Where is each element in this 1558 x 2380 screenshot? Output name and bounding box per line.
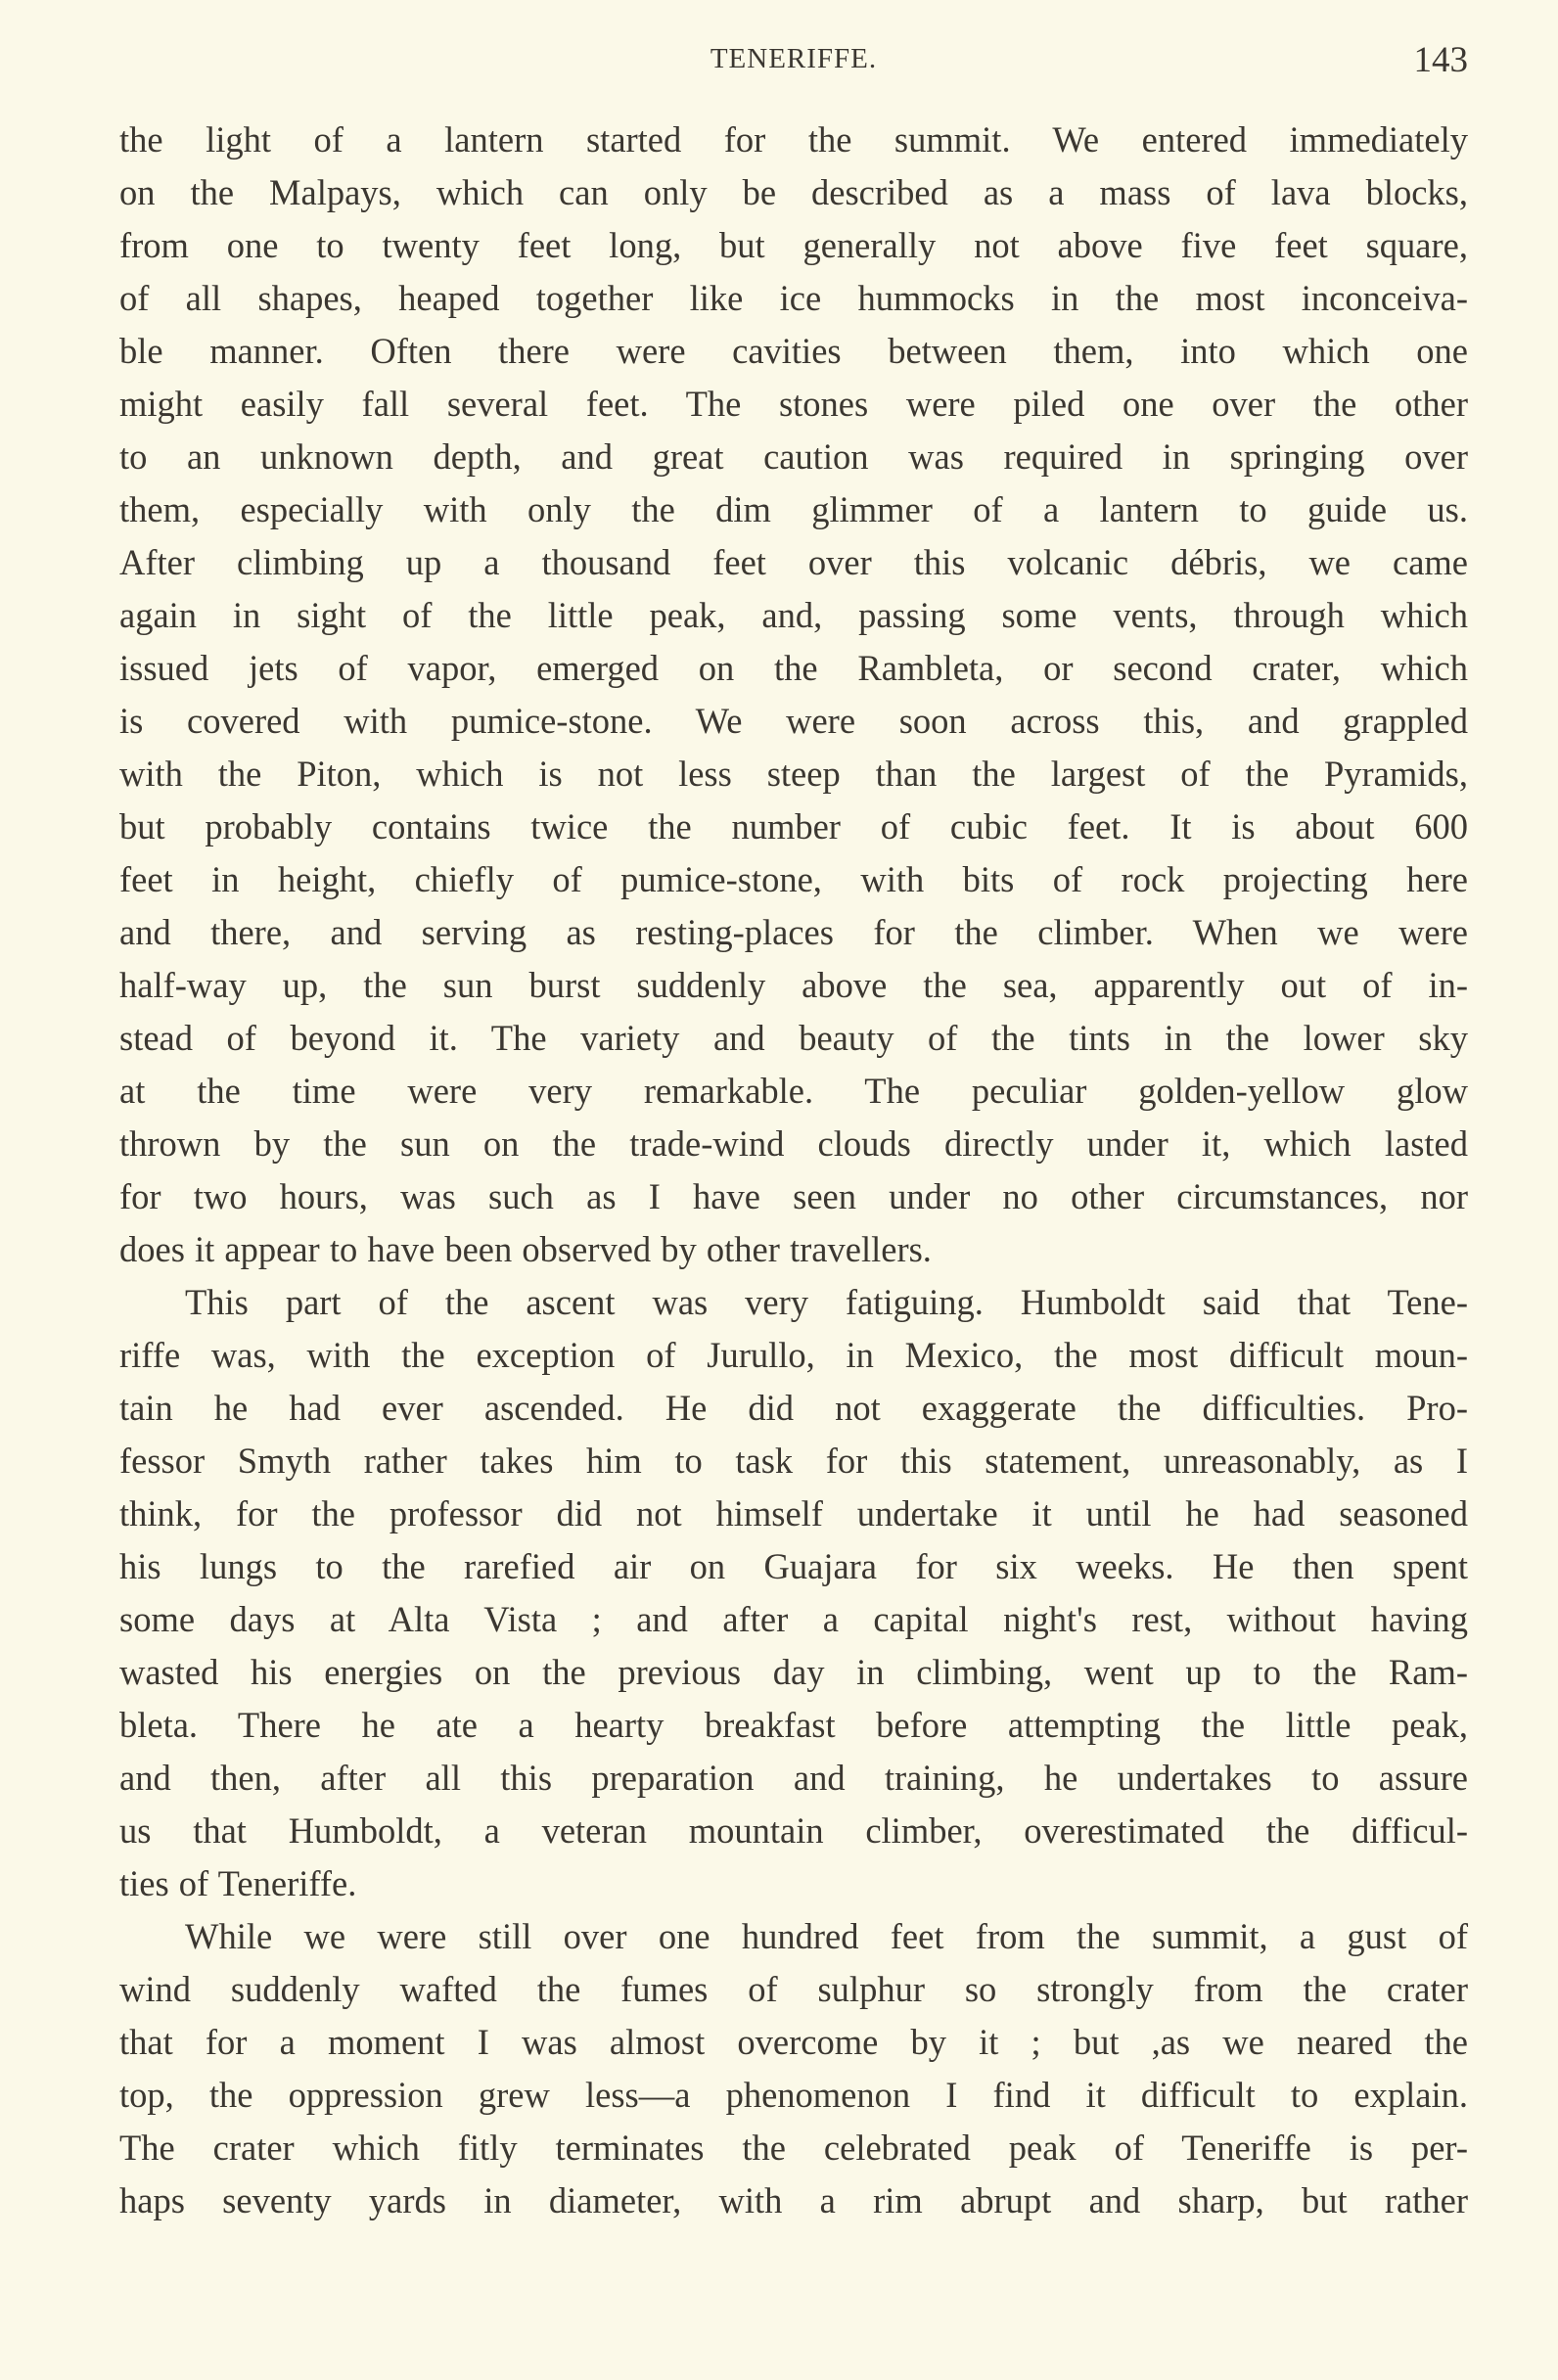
text-line: his lungs to the rarefied air on Guajara for six weeks. He then spent (119, 1546, 1468, 1586)
text-line: to an unknown depth, and great caution was required in springing over (119, 436, 1468, 477)
paragraph (119, 1276, 1468, 1910)
text-line: with the Piton, which is not less steep than the largest of the Pyramids, (119, 754, 1468, 794)
text-line: After climbing up a thousand feet over this volcanic débris, we came (119, 542, 1468, 582)
text-line: that for a moment I was almost overcome by it ; but ,as we neared the (119, 2022, 1468, 2062)
text-line: of all shapes, heaped together like ice hummocks in the most inconceiva- (119, 278, 1468, 318)
text-line: ties of Teneriffe. (119, 1863, 357, 1903)
text-line: ble manner. Often there were cavities between them, into which one (119, 331, 1468, 371)
text-line: and then, after all this preparation and training, he undertakes to assure (119, 1758, 1468, 1798)
text-line: wasted his energies on the previous day in climbing, went up to the Ram- (119, 1652, 1468, 1692)
text-line: half-way up, the sun burst suddenly above the sea, apparently out of in- (119, 965, 1468, 1005)
text-line: tain he had ever ascended. He did not exaggerate the difficulties. Pro- (119, 1388, 1468, 1428)
text-line: some days at Alta Vista ; and after a capital night's rest, without having (119, 1599, 1468, 1639)
text-line: haps seventy yards in diameter, with a rim abrupt and sharp, but rather (119, 2180, 1468, 2220)
text-line: feet in height, chiefly of pumice-stone, with bits of rock projecting here (119, 859, 1468, 899)
text-line: but probably contains twice the number of cubic feet. It is about 600 (119, 806, 1468, 847)
text-line: for two hours, was such as I have seen under no other circumstances, nor (119, 1176, 1468, 1216)
text-line: stead of beyond it. The variety and beauty of the tints in the lower sky (119, 1018, 1468, 1058)
text-line: think, for the professor did not himself undertake it until he had seasoned (119, 1493, 1468, 1533)
text-line: issued jets of vapor, emerged on the Rambleta, or second crater, which (119, 648, 1468, 688)
text-line: This part of the ascent was very fatiguing. Humboldt said that Tene- (185, 1282, 1468, 1322)
page-number: 143 (1413, 40, 1468, 80)
running-head (119, 39, 1468, 82)
text-line: riffe was, with the exception of Jurullo, in Mexico, the most difficult moun- (119, 1335, 1468, 1375)
text-line: at the time were very remarkable. The peculiar golden-yellow glow (119, 1071, 1468, 1111)
paragraph (119, 114, 1468, 1276)
text-line: wind suddenly wafted the fumes of sulphur so strongly from the crater (119, 1969, 1468, 2009)
text-line: is covered with pumice-stone. We were soon across this, and grappled (119, 701, 1468, 741)
text-line: on the Malpays, which can only be described as a mass of lava blocks, (119, 172, 1468, 212)
text-line: them, especially with only the dim glimmer of a lantern to guide us. (119, 489, 1468, 529)
text-line: again in sight of the little peak, and, passing some vents, through which (119, 595, 1468, 635)
text-line: does it appear to have been observed by other travellers. (119, 1229, 932, 1269)
text-line: thrown by the sun on the trade-wind clouds directly under it, which lasted (119, 1123, 1468, 1164)
text-line: and there, and serving as resting-places for the climber. When we were (119, 912, 1468, 952)
text-line: us that Humboldt, a veteran mountain climber, overestimated the difficul- (119, 1810, 1468, 1851)
text-line: bleta. There he ate a hearty breakfast before attempting the little peak, (119, 1705, 1468, 1745)
text-line: top, the oppression grew less—a phenomenon I find it difficult to explain. (119, 2075, 1468, 2115)
text-line: The crater which fitly terminates the celebrated peak of Teneriffe is per- (119, 2128, 1468, 2168)
text-line: While we were still over one hundred feet from the summit, a gust of (185, 1916, 1468, 1956)
text-line: fessor Smyth rather takes him to task for this statement, unreasonably, as I (119, 1441, 1468, 1481)
text-line: the light of a lantern started for the summit. We entered immediately (119, 119, 1468, 160)
text-line: from one to twenty feet long, but generally not above five feet square, (119, 225, 1468, 265)
paragraph (119, 1910, 1468, 2227)
body-text (119, 114, 1468, 2227)
running-title: TENERIFFE. (710, 43, 878, 74)
text-line: might easily fall several feet. The stones were piled one over the other (119, 384, 1468, 424)
